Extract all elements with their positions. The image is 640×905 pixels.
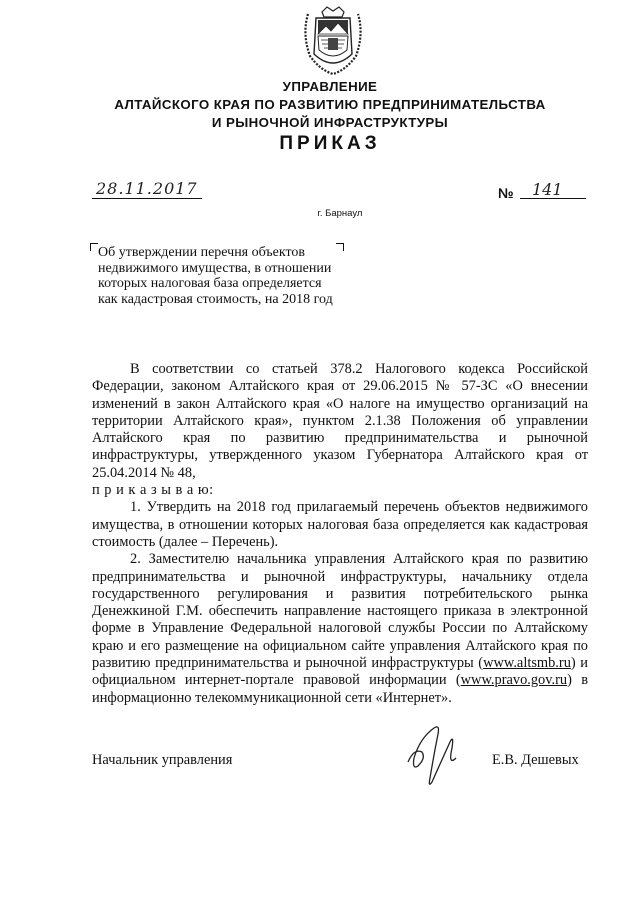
item-2-text-b: ) и официальном интернет-портале правовой информации ( (92, 655, 589, 689)
date-underline (92, 198, 202, 199)
link-altsmb[interactable]: www.altsmb.ru (483, 655, 571, 672)
number-underline (520, 198, 586, 199)
subject-corner-right (336, 243, 344, 251)
preamble-paragraph: В соответствии со статьей 378.2 Налогового кодекса Российской Федерации, законом Алтайского края от 29.06.2015 № 57-ЗС «О внесении изменений в закон Алтайского края «О налоге на имущество организаций на территории Алтайского края», пунктом 2.1.38 Положения об управлении Алтайского края по развитию предпринимательства и рыночной инфраструктуры, утвержденного указом Губернатора Алтайского края от 25.04.2014 № 48, (92, 361, 588, 481)
organization-header (60, 78, 600, 132)
coat-of-arms-emblem (298, 4, 368, 76)
city: г. Барнаул (317, 208, 363, 219)
order-subject: Об утверждении перечня объектов недвижимого имущества, в отношении которых налоговая база определяется как кадастровая стоимость, на 2018 год (98, 245, 333, 307)
signatory-title: Начальник управления (92, 752, 233, 768)
item-1-paragraph: 1. Утвердить на 2018 год прилагаемый перечень объектов недвижимого имущества, в отношении которых налоговая база определяется как кадастровая стоимость (далее – Перечень). (92, 499, 588, 550)
subject-corner-left (90, 243, 98, 251)
item-2-text-c: ) в информационно телекоммуникационной сети «Интернет». (92, 672, 588, 706)
handwritten-signature (400, 718, 466, 792)
header-line-2: АЛТАЙСКОГО КРАЯ ПО РАЗВИТИЮ ПРЕДПРИНИМАТЕЛЬСТВА (114, 97, 546, 112)
order-word: п р и к а з ы в а ю: (92, 482, 214, 499)
order-title: ПРИКАЗ (279, 133, 381, 154)
link-pravo[interactable]: www.pravo.gov.ru (460, 672, 568, 689)
order-date: 28.11.2017 (96, 179, 198, 198)
order-number: 141 (532, 180, 563, 199)
number-label: № (498, 185, 514, 201)
header-line-3: И РЫНОЧНОЙ ИНФРАСТРУКТУРЫ (211, 115, 449, 130)
item-2-text-a: 2. Заместителю начальника управления Алтайского края по развитию предпринимательства и рыночной инфраструктуры, начальнику отдела государственного регулирования и развития потребительского рынка Денежкиной Г.М. обеспечить направление настоящего приказа в электронной форме в Управление Федеральной налоговой службы России по Алтайскому краю и его размещение на официальном сайте управления Алтайского края по развитию предпринимательства и рыночной инфраструктуры ( (92, 551, 588, 672)
signatory-name: Е.В. Дешевых (492, 752, 579, 768)
item-2-paragraph (92, 551, 588, 707)
header-line-1: УПРАВЛЕНИЕ (282, 79, 378, 94)
order-body (92, 361, 588, 707)
